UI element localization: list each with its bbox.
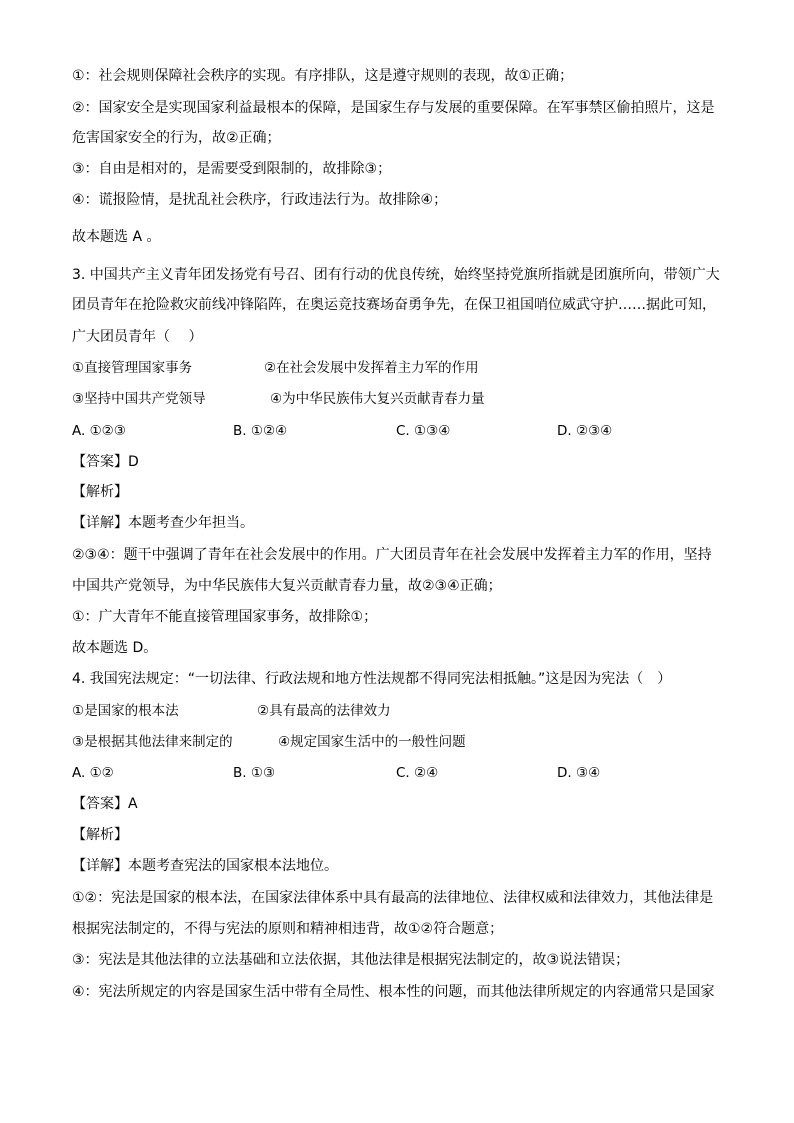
q3-detail-heading: 【详解】本题考查少年担当。 [72,515,254,531]
q4-stem: 4. 我国宪法规定：“一切法律、行政法规和地方性法规都不得同宪法相抵触。”这是因为宪法（ ） [72,671,672,687]
q3-conclusion: 故本题选 D。 [72,640,158,656]
q3-statement-1: ①直接管理国家事务 [72,360,193,376]
q2-analysis-line-5: ④：谎报险情，是扰乱社会秩序，行政违法行为。故排除④； [72,192,448,208]
q3-stem-line-2: 团员青年在抢险救灾前线冲锋陷阵，在奥运竞技赛场奋勇争先，在保卫祖国哨位威武守护……据此可知， [72,297,716,313]
q2-analysis-line-2: ②：国家安全是实现国家利益最根本的保障，是国家生存与发展的重要保障。在军事禁区偷拍照片，这是 [72,100,715,116]
q4-analysis-heading: 【解析】 [72,827,128,843]
q4-choice-a: A. ①② [72,765,114,781]
q4-statement-1: ①是国家的根本法 [72,703,179,719]
q3-choice-a: A. ①②③ [72,423,126,439]
q3-explanation-line-3: ①：广大青年不能直接管理国家事务，故排除①； [72,609,378,625]
q3-statement-3: ③坚持中国共产党领导 [72,391,206,407]
q4-explanation-line-3: ③：宪法是其他法律的立法基础和立法依据，其他法律是根据宪法制定的，故③说法错误； [72,952,630,968]
q3-stem-line-1: 3. 中国共产主义青年团发扬党有号召、团有行动的优良传统，始终坚持党旗所指就是团旗所向，带领广大 [72,267,720,283]
q3-statement-4: ④为中华民族伟大复兴贡献青春力量 [270,391,485,407]
q3-choice-c: C. ①③④ [396,423,451,439]
q4-explanation-line-4: ④：宪法所规定的内容是国家生活中带有全局性、根本性的问题，而其他法律所规定的内容通常只是国家 [72,984,715,1000]
q3-explanation-line-2: 中国共产党领导，为中华民族伟大复兴贡献青春力量，故②③④正确； [72,578,502,594]
q4-explanation-line-2: 根据宪法制定的，不得与宪法的原则和精神相违背，故①②符合题意； [72,921,504,937]
q2-conclusion: 故本题选 A 。 [72,229,161,245]
q3-analysis-heading: 【解析】 [72,484,128,500]
q4-choice-c: C. ②④ [396,765,439,781]
q4-choice-b: B. ①③ [233,765,276,781]
q2-analysis-line-1: ①：社会规则保障社会秩序的实现。有序排队，这是遵守规则的表现，故①正确； [72,68,574,84]
q3-statement-2: ②在社会发展中发挥着主力军的作用 [264,360,479,376]
q2-analysis-line-3: 危害国家安全的行为，故②正确； [72,130,281,146]
q4-statement-4: ④规定国家生活中的一般性问题 [278,734,466,750]
q4-choice-d: D. ③④ [557,765,601,781]
q4-statement-3: ③是根据其他法律来制定的 [72,734,233,750]
q3-choice-b: B. ①②④ [233,423,288,439]
q4-statement-2: ②具有最高的法律效力 [257,703,391,719]
q4-detail-heading: 【详解】本题考查宪法的国家根本法地位。 [72,858,338,874]
q3-answer: 【答案】D [72,454,139,470]
q2-analysis-line-4: ③：自由是相对的，是需要受到限制的，故排除③； [72,161,392,177]
q4-answer: 【答案】A [72,796,138,812]
q3-stem-line-3: 广大团员青年（ ） [72,329,203,345]
q3-choice-d: D. ②③④ [557,423,613,439]
q3-explanation-line-1: ②③④：题干中强调了青年在社会发展中的作用。广大团员青年在社会发展中发挥着主力军的作用，坚持 [72,547,712,563]
q4-explanation-line-1: ①②：宪法是国家的根本法，在国家法律体系中具有最高的法律地位、法律权威和法律效力，其他法律是 [72,890,714,906]
